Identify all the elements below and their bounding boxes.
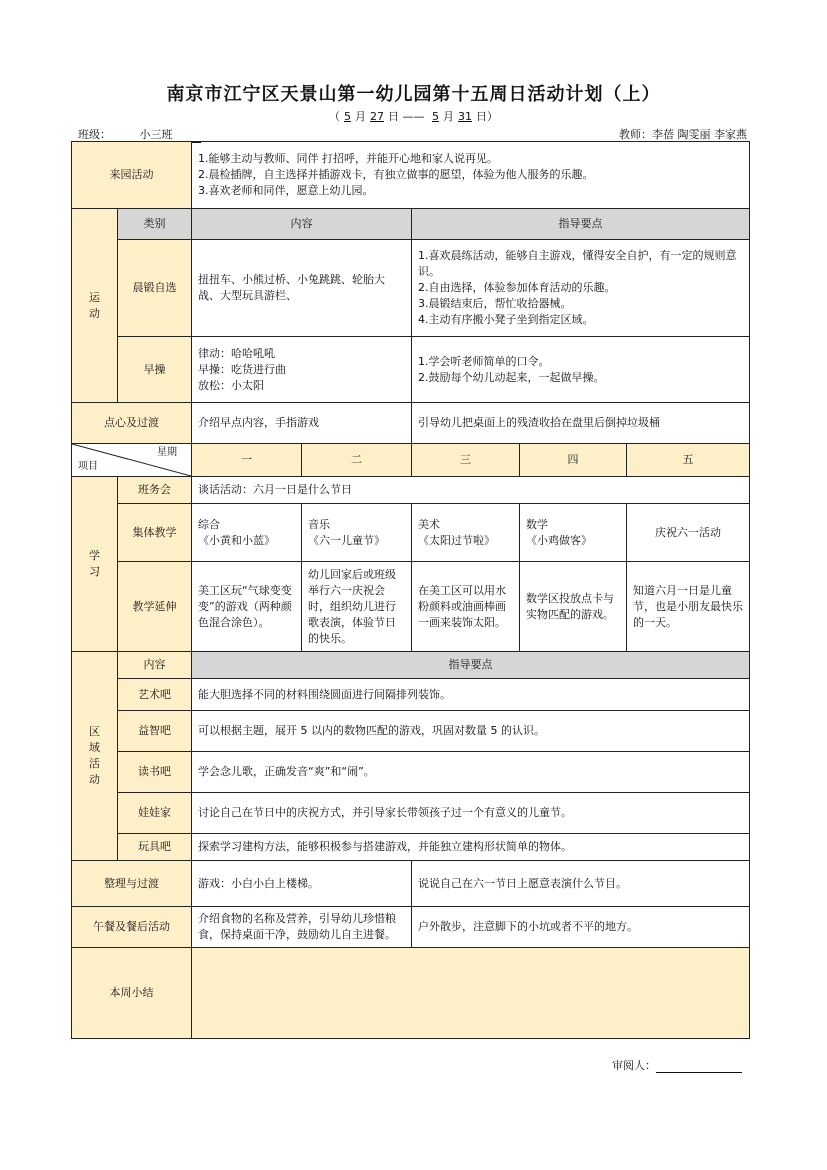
area-row	[72, 711, 750, 752]
snack-label: 点心及过渡	[72, 403, 192, 444]
date-close: 日）	[476, 110, 498, 123]
exercise-col-guide: 指导要点	[412, 209, 750, 240]
lunch-content: 介绍食物的名称及营养，引导幼儿珍惜粮食，保持桌面干净，鼓励幼儿自主进餐。	[192, 907, 412, 948]
area-guide: 探索学习建构方法，能够积极参与搭建游戏，并能独立建构形状简单的物体。	[192, 834, 750, 861]
area-name: 娃娃家	[118, 793, 192, 834]
snack-content: 介绍早点内容，手指游戏	[192, 403, 412, 444]
arrival-line: 1.能够主动与教师、同伴 打招呼，并能开心地和家人说再见。	[198, 152, 498, 165]
morning-exercise-guide	[412, 240, 750, 337]
topic: 《小黄和小蓝》	[198, 533, 275, 547]
week-corner-item: 项目	[78, 461, 98, 472]
area-row	[72, 793, 750, 834]
exercise-col-content: 内容	[192, 209, 412, 240]
area-row	[72, 679, 750, 711]
area-guide: 可以根据主题，展开 5 以内的数物匹配的游戏，巩固对数量 5 的认识。	[192, 711, 750, 752]
guide-line: 2.自由选择，体验参加体育活动的乐趣。	[418, 281, 616, 294]
guide-line: 3.晨锻结束后，帮忙收拾器械。	[418, 297, 572, 310]
summary-label: 本周小结	[72, 948, 192, 1039]
area-name: 益智吧	[118, 711, 192, 752]
drill-line: 律动：哈哈吼吼	[198, 346, 275, 360]
class-meeting-content: 谈话活动：六月一日是什么节日	[192, 477, 750, 504]
arrival-line: 2.晨检插牌，自主选择并插游戏卡，有独立做事的愿望，体验为他人服务的乐趣。	[198, 168, 594, 181]
extension-fri: 知道六月一日是儿童节，也是小朋友最快乐的一天。	[627, 562, 750, 652]
month-char: 月	[355, 110, 366, 123]
arrival-label: 来园活动	[72, 142, 192, 209]
snack-row	[72, 403, 750, 444]
drill-row	[72, 337, 750, 403]
month-char-2: 月	[443, 110, 454, 123]
tidy-guide: 说说自己在六一节日上愿意表演什么节目。	[412, 861, 750, 907]
study-label	[72, 477, 118, 652]
drill-content	[192, 337, 412, 403]
extension-wed: 在美工区可以用水粉颜料或油画棒画一画来装饰太阳。	[412, 562, 520, 652]
extension-thu: 数学区投放点卡与实物匹配的游戏。	[520, 562, 627, 652]
group-teaching-wed	[412, 504, 520, 562]
area-label-char: 动	[89, 773, 100, 786]
area-guide: 能大胆选择不同的材料围绕圆面进行间隔排列装饰。	[192, 679, 750, 711]
end-month: 5	[432, 110, 439, 123]
class-meeting-row	[72, 477, 750, 504]
group-teaching-mon	[192, 504, 302, 562]
lunch-guide: 户外散步，注意脚下的小坑或者不平的地方。	[412, 907, 750, 948]
teacher-label: 教师：	[619, 128, 652, 141]
area-col-guide: 指导要点	[192, 652, 750, 679]
subject: 庆祝六一活动	[655, 525, 722, 539]
topic: 《小鸡做客》	[526, 533, 592, 547]
week-header-row	[72, 444, 750, 477]
area-label-char: 域	[89, 741, 100, 754]
weekday-2: 二	[302, 444, 412, 477]
class-value: 小三班	[111, 126, 201, 143]
reviewer-signature-line[interactable]	[656, 1060, 742, 1073]
end-day: 31	[458, 110, 472, 123]
area-header-row	[72, 652, 750, 679]
date-open: （	[329, 110, 340, 123]
topic: 《六一儿童节》	[308, 533, 385, 547]
tidy-row	[72, 861, 750, 907]
area-name: 读书吧	[118, 752, 192, 793]
reviewer	[612, 1057, 742, 1073]
group-teaching-tue	[302, 504, 412, 562]
page-title: 南京市江宁区天景山第一幼儿园第十五周日活动计划（上）	[166, 84, 661, 105]
subject: 美术	[418, 517, 440, 531]
drill-label: 早操	[118, 337, 192, 403]
arrival-line: 3.喜欢老师和同伴，愿意上幼儿园。	[198, 184, 374, 197]
drill-guide	[412, 337, 750, 403]
area-guide: 学会念儿歌，正确发音“爽”和“闹”。	[192, 752, 750, 793]
snack-guide: 引导幼儿把桌面上的残渣收拾在盘里后倒掉垃圾桶	[412, 403, 750, 444]
area-guide: 讨论自己在节日中的庆祝方式，并引导家长带领孩子过一个有意义的儿童节。	[192, 793, 750, 834]
week-corner-cell	[72, 444, 192, 477]
extension-label: 教学延伸	[118, 562, 192, 652]
group-teaching-label: 集体教学	[118, 504, 192, 562]
class-meeting-label: 班务会	[118, 477, 192, 504]
morning-exercise-content: 扭扭车、小熊过桥、小兔跳跳、轮胎大战、大型玩具游栏、	[192, 240, 412, 337]
weekday-5: 五	[627, 444, 750, 477]
area-label-char: 区	[89, 725, 100, 738]
plan-table	[71, 141, 750, 1039]
teacher-value: 李蓓 陶雯丽 李家燕	[652, 128, 747, 141]
study-label-char: 习	[89, 565, 100, 578]
summary-row	[72, 948, 750, 1039]
week-corner-star: 星期	[157, 447, 177, 458]
arrival-content	[192, 142, 750, 209]
area-label	[72, 652, 118, 861]
extension-row	[72, 562, 750, 652]
area-col-content: 内容	[118, 652, 192, 679]
date-range	[0, 108, 827, 124]
reviewer-label: 审阅人：	[612, 1059, 656, 1072]
study-label-char: 学	[89, 549, 100, 562]
weekday-3: 三	[412, 444, 520, 477]
area-name: 艺术吧	[118, 679, 192, 711]
start-day: 27	[370, 110, 384, 123]
exercise-label	[72, 209, 118, 403]
extension-tue: 幼儿回家后或班级举行六一庆祝会时，组织幼儿进行歌表演，体验节日的快乐。	[302, 562, 412, 652]
arrival-row	[72, 142, 750, 209]
day-char: 日	[388, 110, 399, 123]
guide-line: 1.学会听老师简单的口令。	[418, 354, 550, 368]
exercise-label-char: 运	[89, 290, 100, 304]
area-row	[72, 752, 750, 793]
exercise-label-char: 动	[89, 306, 100, 320]
area-label-char: 活	[89, 757, 100, 770]
morning-exercise-row	[72, 240, 750, 337]
guide-line: 4.主动有序搬小凳子坐到指定区域。	[418, 313, 594, 326]
subject: 综合	[198, 517, 220, 531]
class-label: 班级：	[78, 128, 111, 141]
tidy-content: 游戏：小白小白上楼梯。	[192, 861, 412, 907]
weekday-1: 一	[192, 444, 302, 477]
area-name: 玩具吧	[118, 834, 192, 861]
topic: 《太阳过节啦》	[418, 533, 495, 547]
lunch-label: 午餐及餐后活动	[72, 907, 192, 948]
group-teaching-fri	[627, 504, 750, 562]
subject: 音乐	[308, 517, 330, 531]
exercise-header-row	[72, 209, 750, 240]
guide-line: 2.鼓励每个幼儿动起来，一起做早操。	[418, 370, 605, 384]
group-teaching-row	[72, 504, 750, 562]
teacher-info	[619, 126, 747, 142]
lunch-row	[72, 907, 750, 948]
date-dash: ——	[402, 110, 425, 123]
drill-line: 放松：小太阳	[198, 378, 264, 392]
area-row	[72, 834, 750, 861]
exercise-col-category: 类别	[118, 209, 192, 240]
plan-sheet	[71, 141, 749, 1039]
tidy-label: 整理与过渡	[72, 861, 192, 907]
extension-mon: 美工区玩“气球变变变”的游戏（两种颜色混合涂色）。	[192, 562, 302, 652]
morning-exercise-label: 晨锻自选	[118, 240, 192, 337]
summary-content[interactable]	[192, 948, 750, 1039]
start-month: 5	[344, 110, 351, 123]
subject: 数学	[526, 517, 548, 531]
weekday-4: 四	[520, 444, 627, 477]
drill-line: 早操：吃货进行曲	[198, 362, 286, 376]
group-teaching-thu	[520, 504, 627, 562]
guide-line: 1.喜欢晨练活动，能够自主游戏，懂得安全自护，有一定的规则意识。	[418, 249, 737, 278]
